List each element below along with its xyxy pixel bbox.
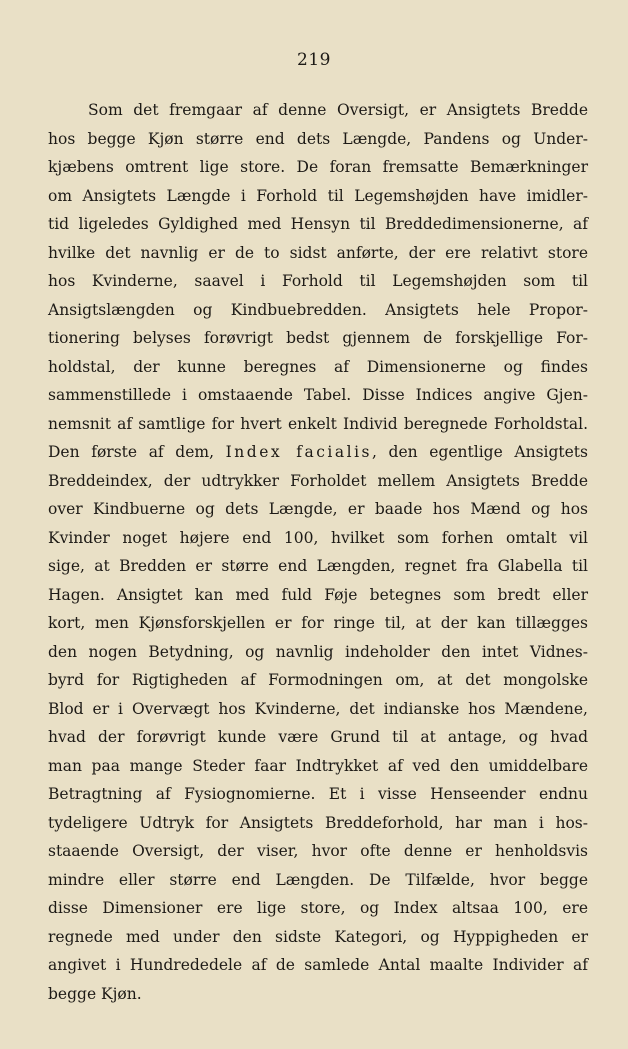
text-line: sige, at Bredden er større end Længden, regnet fra Glabella til [48, 557, 588, 575]
text-line-part: , den egentlige Ansigtets [371, 443, 588, 461]
text-line: den nogen Betydning, og navnlig indeholder den intet Vidnes- [48, 642, 588, 661]
text-line: hos begge Kjøn større end dets Længde, Pandens og Under- [48, 129, 588, 148]
text-line: om Ansigtets Længde i Forhold til Legemshøjden have imidler- [48, 186, 588, 205]
text-line: hvilke det navnlig er de to sidst anførte, der ere relativt store [48, 243, 588, 262]
text-line: Blod er i Overvægt hos Kvinderne, det indianske hos Mændene, [48, 699, 588, 718]
text-line: mindre eller større end Længden. De Tilfælde, hvor begge [48, 870, 588, 889]
text-line: angivet i Hundrededele af de samlede Antal maalte Individer af [48, 956, 588, 974]
text-line: man paa mange Steder faar Indtrykket af ved den umiddelbare [48, 756, 588, 775]
text-line: kjæbens omtrent lige store. De foran fremsatte Bemærkninger [48, 158, 588, 176]
text-line: over Kindbuerne og dets Længde, er baade hos Mænd og hos [48, 500, 588, 518]
text-line-index-facialis [48, 438, 588, 467]
text-line: holdstal, der kunne beregnes af Dimensionerne og findes [48, 357, 588, 376]
text-line: Ansigtslængden og Kindbuebredden. Ansigtets hele Propor- [48, 300, 588, 319]
text-line: kort, men Kjønsforskjellen er for ringe til, at der kan tillægges [48, 614, 588, 632]
text-line: Som det fremgaar af denne Oversigt, er Ansigtets Bredde [88, 101, 588, 119]
text-line: Betragtning af Fysiognomierne. Et i visse Henseender endnu [48, 785, 588, 803]
text-line: hos Kvinderne, saavel i Forhold til Legemshøjden som til [48, 272, 588, 290]
text-line: disse Dimensioner ere lige store, og Index altsaa 100, ere [48, 899, 588, 917]
text-line: sammenstillede i omstaaende Tabel. Disse Indices angive Gjen- [48, 386, 588, 404]
text-line: regnede med under den sidste Kategori, og Hyppigheden er [48, 927, 588, 946]
text-line: hvad der forøvrigt kunde være Grund til at antage, og hvad [48, 728, 588, 746]
page-number: 219 [297, 50, 331, 70]
text-line: Hagen. Ansigtet kan med fuld Føje betegnes som bredt eller [48, 585, 588, 604]
text-line: Kvinder noget højere end 100, hvilket som forhen omtalt vil [48, 528, 588, 547]
text-line-part: Den første af dem, [48, 443, 226, 461]
text-line: tydeligere Udtryk for Ansigtets Breddeforhold, har man i hos- [48, 813, 588, 832]
body-paragraph [48, 96, 588, 1008]
text-line: begge Kjøn. [48, 984, 142, 1003]
text-line: tionering belyses forøvrigt bedst gjennem de forskjellige For- [48, 329, 588, 347]
text-line: staaende Oversigt, der viser, hvor ofte denne er henholdsvis [48, 842, 588, 860]
text-line: byrd for Rigtigheden af Formodningen om, at det mongolske [48, 671, 588, 689]
text-line: tid ligeledes Gyldighed med Hensyn til Breddedimensionerne, af [48, 215, 588, 233]
text-line: Breddeindex, der udtrykker Forholdet mellem Ansigtets Bredde [48, 471, 588, 490]
index-facialis-term: Index facialis [225, 443, 372, 461]
text-line: nemsnit af samtlige for hvert enkelt Individ beregnede Forholdstal. [48, 414, 588, 433]
